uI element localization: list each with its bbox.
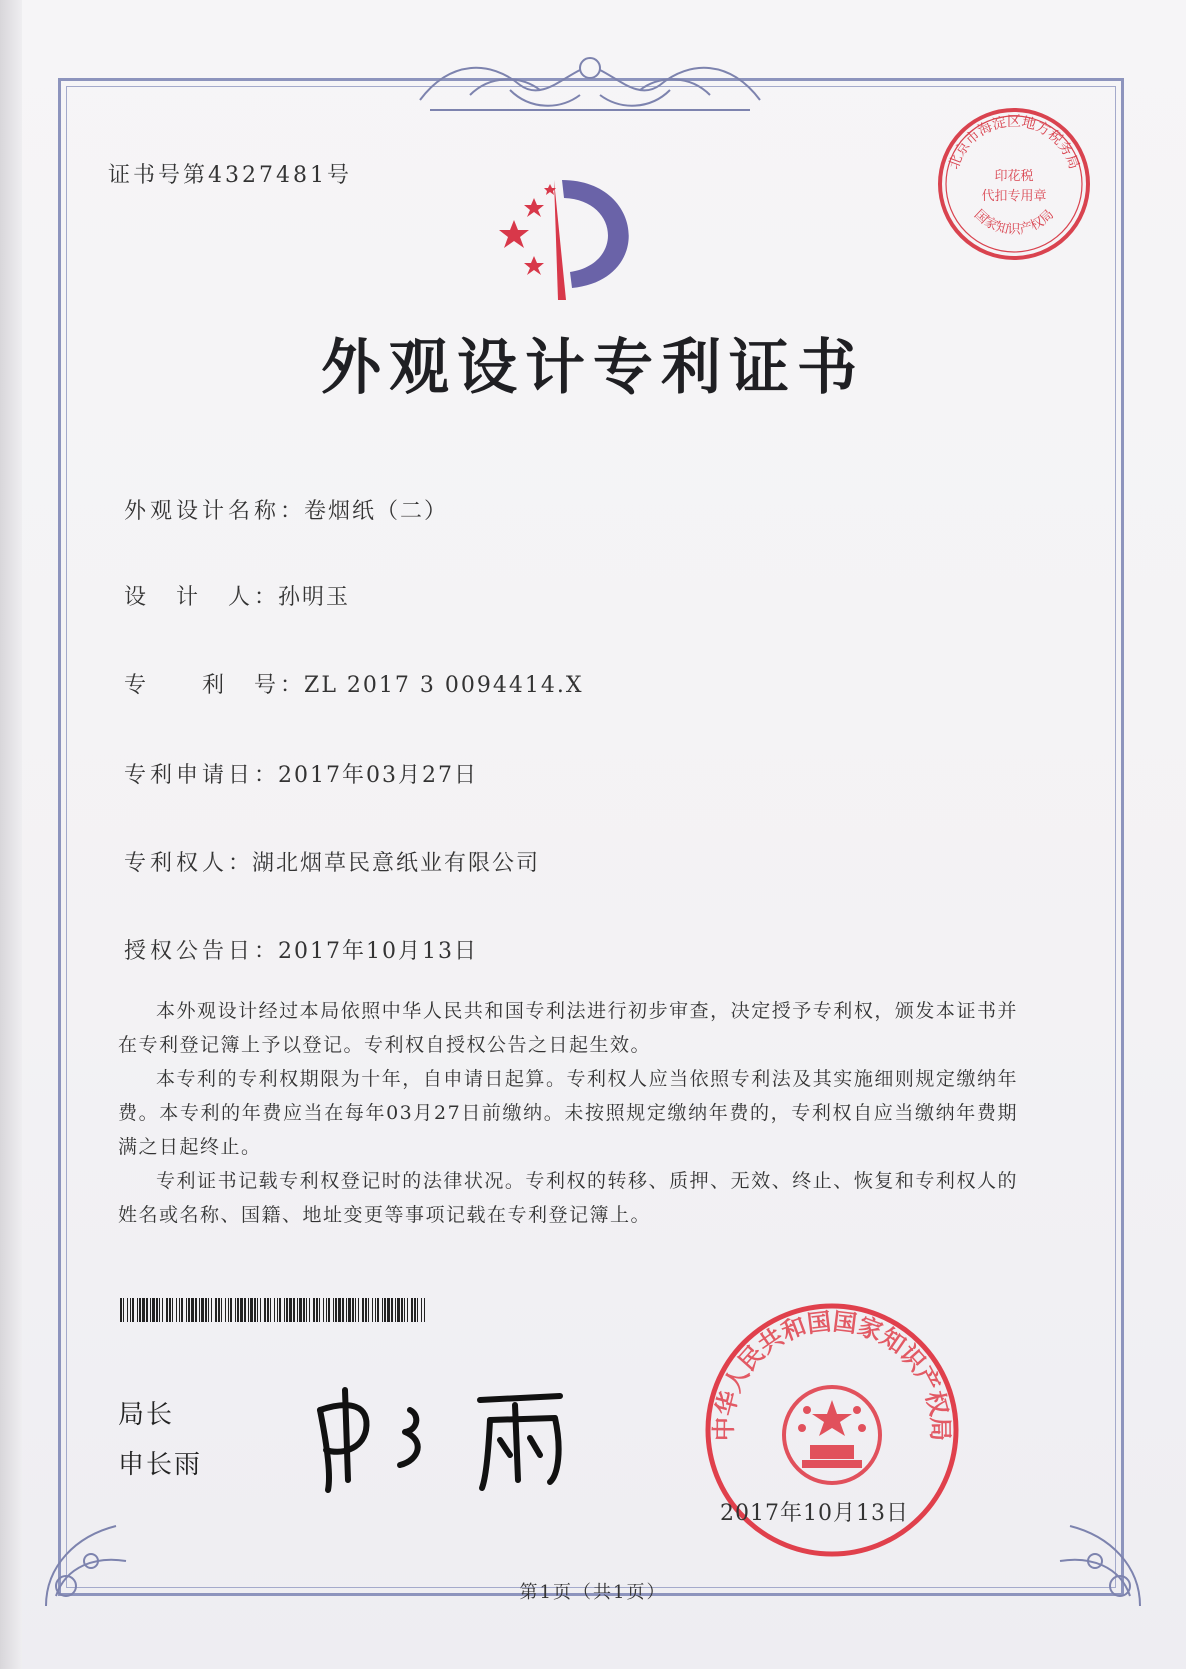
field-grant-date: 授权公告日：2017年10月13日: [124, 934, 478, 965]
field-designer: 设 计 人：孙明玉: [124, 580, 350, 611]
signatory-role: 局长: [118, 1400, 175, 1430]
field-label: 专利申请日: [124, 763, 255, 788]
handwritten-signature: [300, 1370, 600, 1500]
tax-stamp-center-1: 印花税: [994, 169, 1034, 184]
top-ornament-icon: [410, 40, 770, 120]
certificate-title: 外观设计专利证书: [321, 333, 865, 403]
field-value: 2017年03月27日: [278, 763, 479, 788]
page-footer: 第1页（共1页）: [519, 1582, 667, 1603]
seal-date: 2017年10月13日: [720, 1501, 909, 1526]
field-label: 授权公告日: [124, 939, 255, 964]
tax-office-stamp: [934, 104, 1094, 264]
svg-text:国家知识产权局: [971, 207, 1057, 237]
field-patentee: 专利权人：湖北烟草民意纸业有限公司: [124, 846, 540, 877]
tax-stamp-center-2: 代扣专用章: [981, 189, 1047, 204]
field-value: 2017年10月13日: [278, 939, 479, 964]
certificate-body: [118, 994, 1018, 1232]
field-patent-number: 专 利 号：ZL 2017 3 0094414.X: [124, 668, 584, 699]
patent-office-emblem-icon: [494, 160, 694, 310]
field-label: 专 利 号: [124, 673, 281, 698]
paragraph: 专利证书记载专利权登记时的法律状况。专利权的转移、质押、无效、终止、恢复和专利权人的姓名或名称、国籍、地址变更等事项记载在专利登记簿上。: [118, 1170, 1018, 1226]
certificate-number: 证书号第4327481号: [108, 163, 352, 188]
field-value: ZL 2017 3 0094414.X: [304, 673, 584, 698]
paragraph: 本专利的专利权期限为十年，自申请日起算。专利权人应当依照专利法及其实施细则规定缴纳年费。本专利的年费应当在每年03月27日前缴纳。未按照规定缴纳年费的，专利权自应当缴纳年费期满之日起终止。: [118, 1068, 1018, 1158]
field-application-date: 专利申请日：2017年03月27日: [124, 758, 478, 789]
field-label: 专利权人: [124, 851, 229, 876]
barcode-icon: [120, 1298, 430, 1322]
tax-stamp-ring-text: 北京市海淀区地方税务局: [946, 114, 1082, 172]
page-edge-shadow: [0, 0, 22, 1669]
field-label: 设 计 人: [124, 585, 255, 610]
signatory-name: 申长雨: [118, 1450, 203, 1480]
paragraph: 本外观设计经过本局依照中华人民共和国专利法进行初步审查，决定授予专利权，颁发本证书并在专利登记簿上予以登记。专利权自授权公告之日起生效。: [118, 1000, 1018, 1056]
field-value: 卷烟纸（二）: [304, 499, 449, 524]
field-value: 孙明玉: [278, 585, 351, 610]
field-value: 湖北烟草民意纸业有限公司: [252, 851, 541, 876]
field-label: 外观设计名称: [124, 499, 281, 524]
svg-text:北京市海淀区地方税务局: [946, 113, 1082, 171]
field-design-name: 外观设计名称：卷烟纸（二）: [124, 494, 448, 525]
tax-stamp-bottom-text: 国家知识产权局: [970, 207, 1058, 238]
seal-ring-text: 中华人民共和国国家知识产权局: [709, 1307, 955, 1442]
